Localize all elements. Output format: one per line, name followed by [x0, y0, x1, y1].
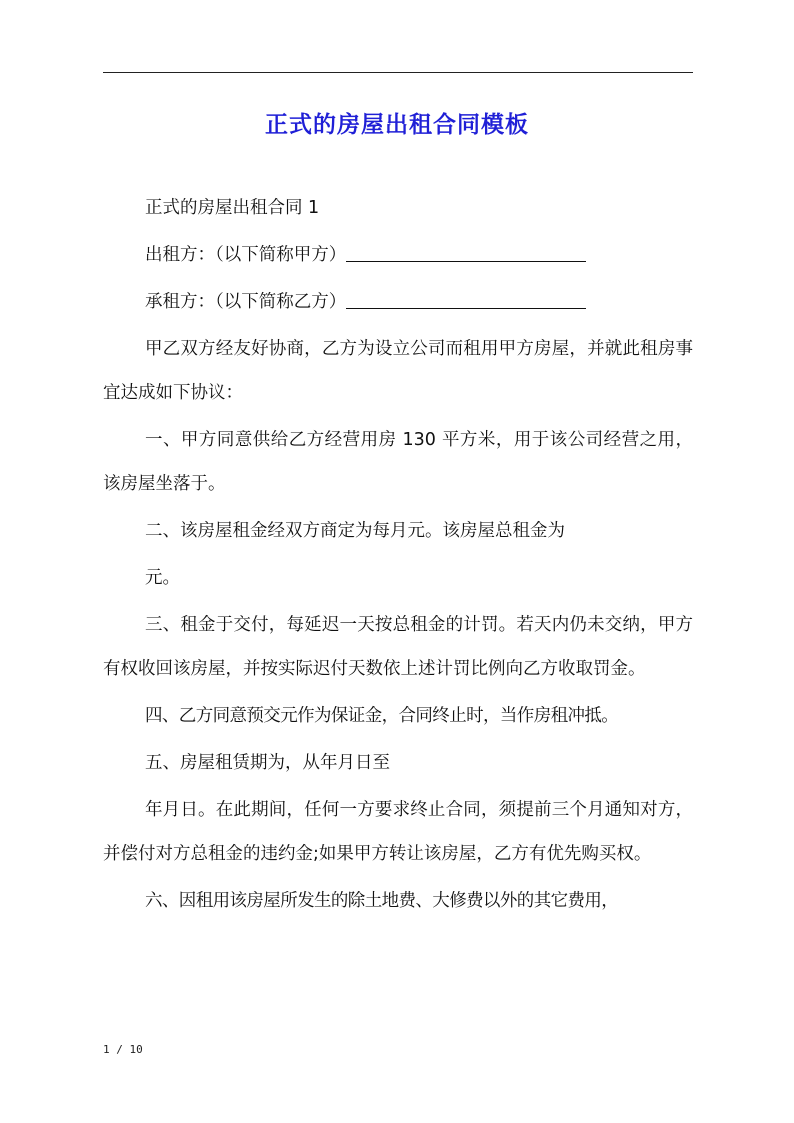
paragraph-clause-3: 三、租金于交付，每延迟一天按总租金的计罚。若天内仍未交纳，甲方有权收回该房屋，并按实际迟付天数依上述计罚比例向乙方收取罚金。	[103, 615, 693, 679]
lessee-label: 承租方：（以下简称乙方）	[145, 292, 347, 312]
paragraph-clause-2: 二、该房屋租金经双方商定为每月元。该房屋总租金为	[145, 521, 565, 541]
paragraph-preamble: 甲乙双方经友好协商，乙方为设立公司而租用甲方房屋，并就此租房事宜达成如下协议：	[103, 339, 693, 403]
paragraph-clause-4: 四、乙方同意预交元作为保证金，合同终止时，当作房租冲抵。	[145, 706, 619, 726]
lessor-blank-line	[346, 243, 586, 262]
lessee-blank-line	[346, 290, 586, 309]
paragraph-clause-5-cont: 年月日。在此期间，任何一方要求终止合同，须提前三个月通知对方，并偿付对方总租金的违约金;如果甲方转让该房屋，乙方有优先购买权。	[103, 800, 693, 864]
document-body	[103, 186, 693, 923]
paragraph-contract-heading: 正式的房屋出租合同 1	[145, 198, 320, 218]
paragraph-lessee	[103, 280, 693, 324]
page-number: 1 / 10	[103, 1043, 143, 1056]
paragraph-clause-5: 五、房屋租赁期为，从年月日至	[145, 753, 390, 773]
paragraph-clause-2-cont: 元。	[145, 568, 180, 588]
document-title: 正式的房屋出租合同模板	[265, 112, 529, 138]
header-rule	[103, 72, 693, 73]
lessor-label: 出租方：（以下简称甲方）	[145, 245, 347, 265]
paragraph-clause-1: 一、甲方同意供给乙方经营用房 130 平方米，用于该公司经营之用，该房屋坐落于。	[103, 430, 693, 494]
paragraph-clause-6: 六、因租用该房屋所发生的除土地费、大修费以外的其它费用，	[145, 891, 619, 911]
paragraph-lessor	[103, 233, 693, 277]
